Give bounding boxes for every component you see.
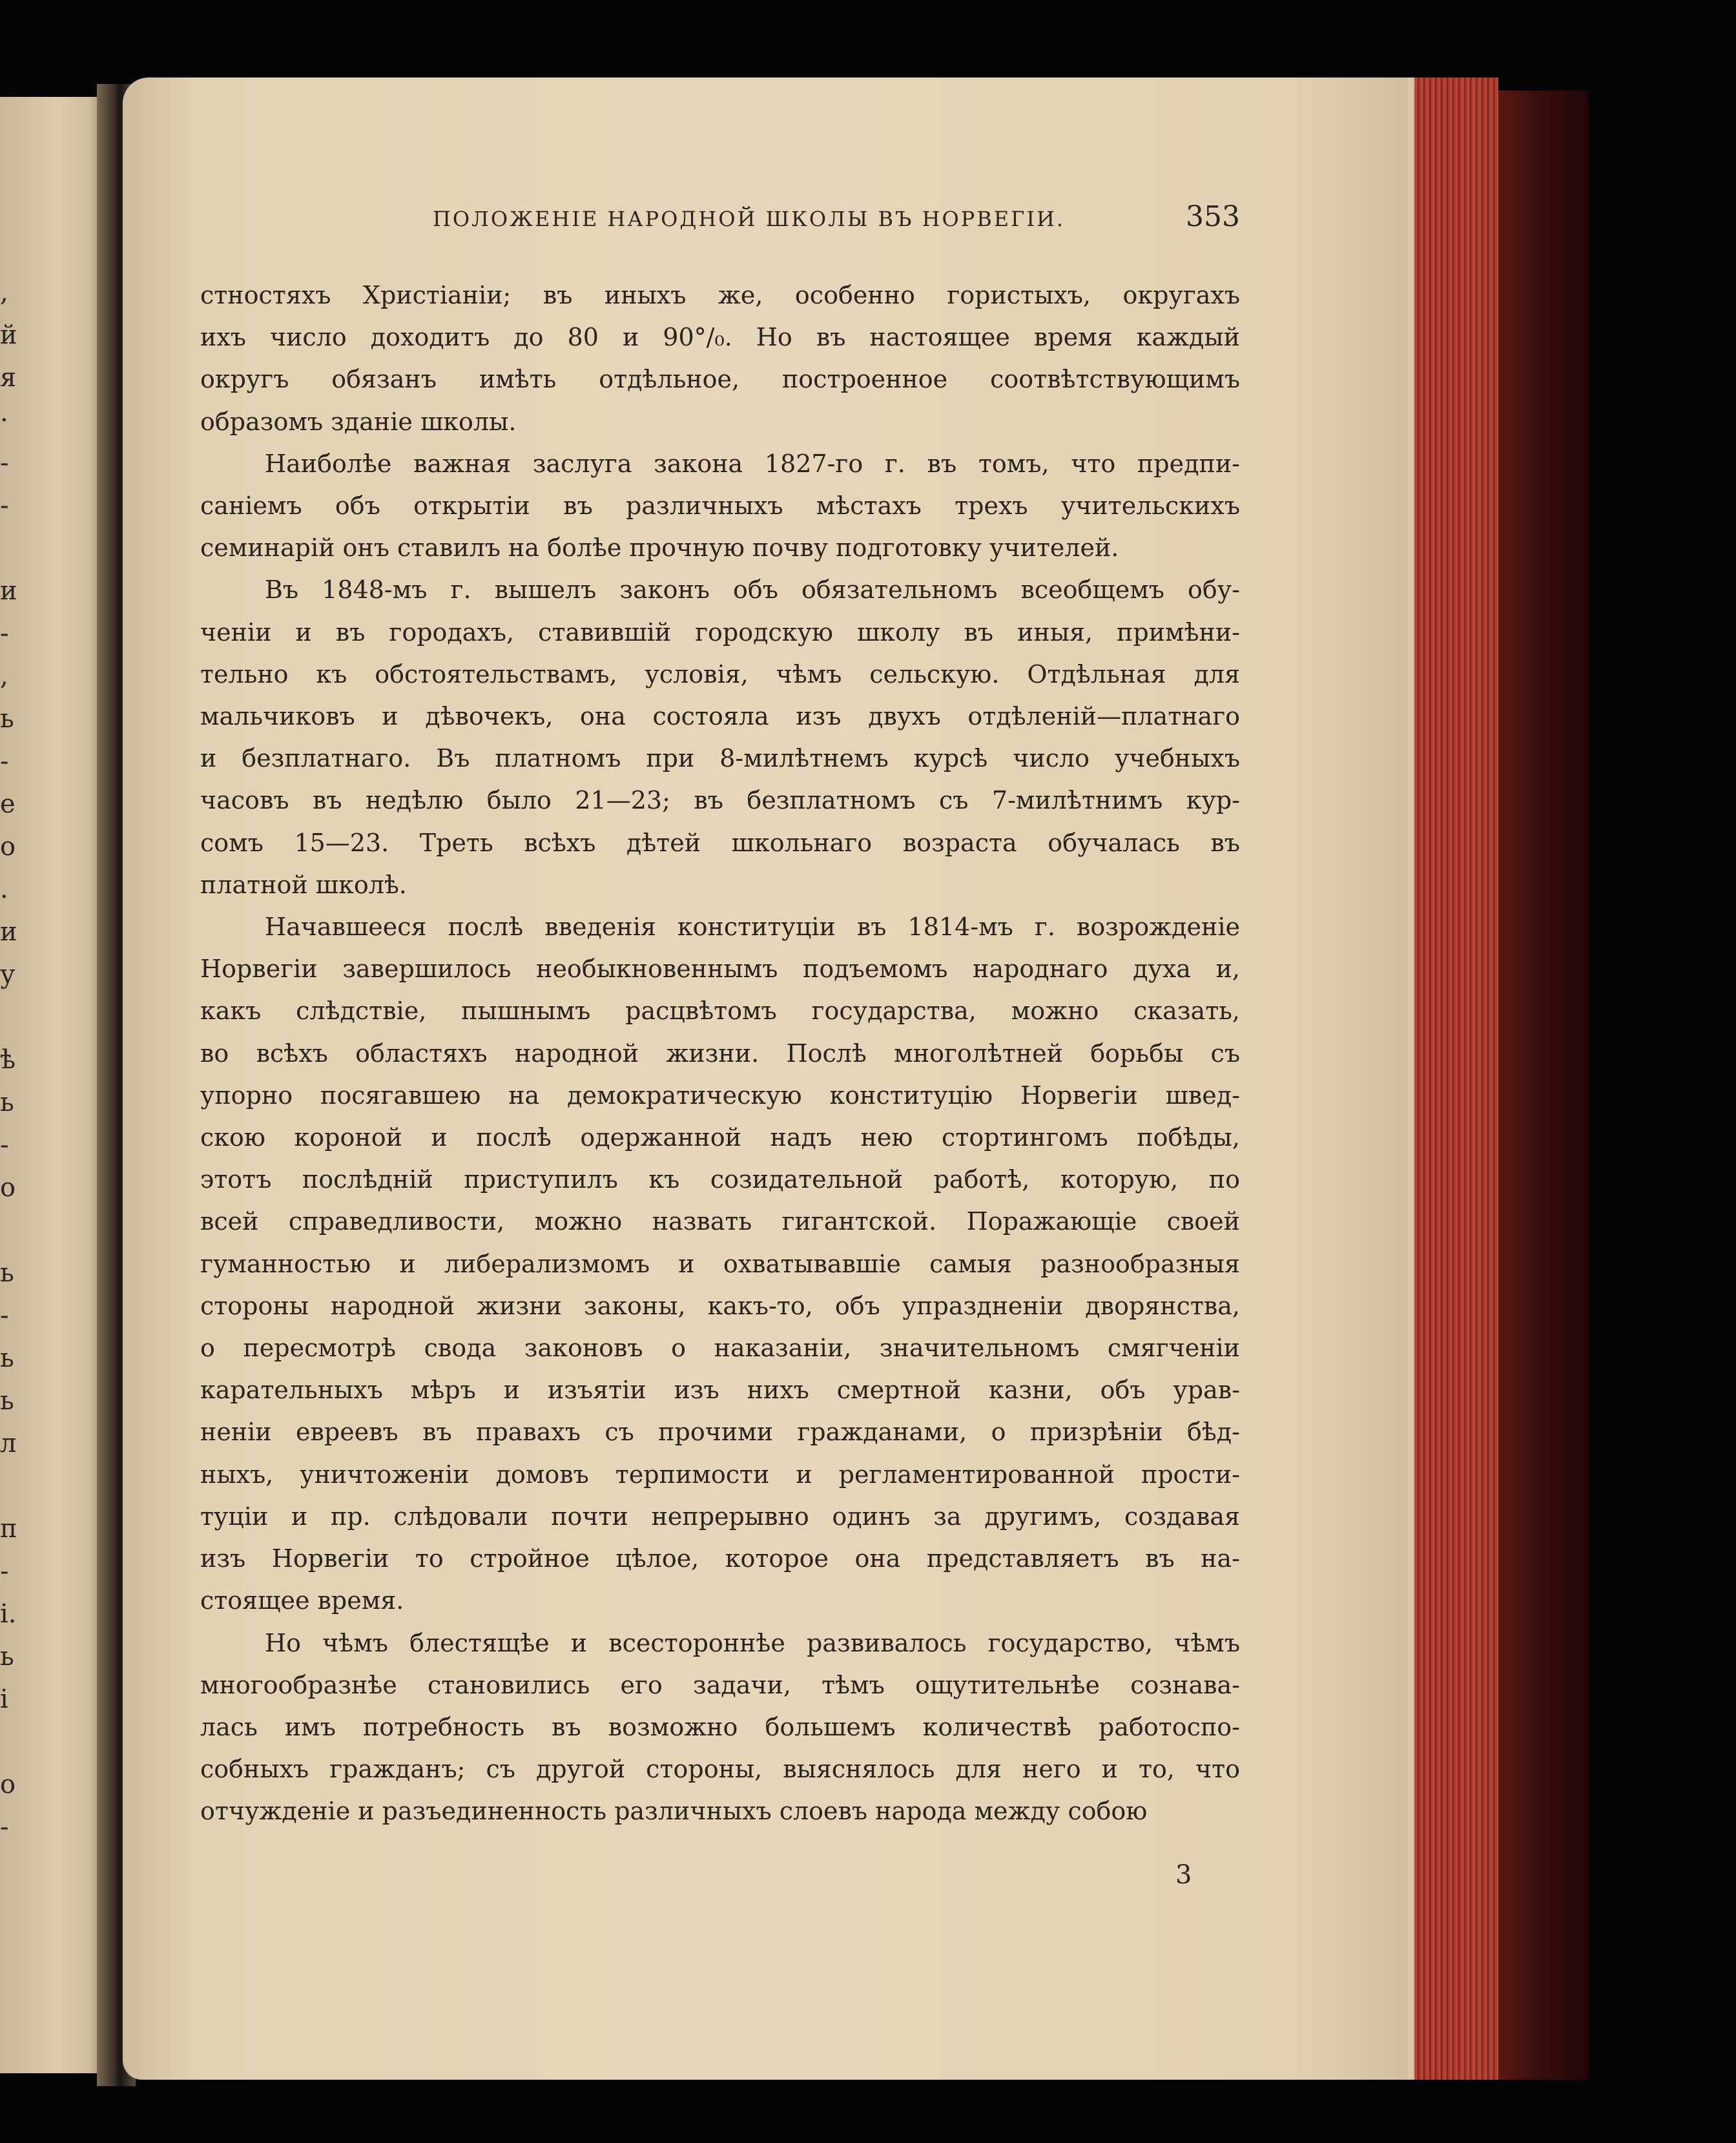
- previous-page-char: -: [0, 448, 9, 478]
- previous-page-char: -: [0, 1812, 9, 1842]
- text-line: Въ 1848-мъ г. вышелъ законъ объ обязательномъ всеобщемъ обу-: [265, 575, 1240, 605]
- paragraph: [200, 569, 1240, 906]
- previous-page-char: ь: [0, 1088, 14, 1117]
- page-fore-edge: [1414, 78, 1498, 2080]
- previous-page-char: [0, 996, 22, 1039]
- previous-page-char: я: [0, 363, 17, 393]
- text-line: стоящее время.: [200, 1586, 404, 1615]
- previous-page-char: -: [0, 1557, 9, 1586]
- text-line: гуманностью и либерализмомъ и охватывавшіе самыя разнообразныя: [200, 1249, 1240, 1278]
- text-line: отчужденіе и разъединенность различныхъ слоевъ народа между собою: [200, 1797, 1148, 1826]
- previous-page-char: ь: [0, 1642, 14, 1672]
- previous-page-char: ь: [0, 1386, 14, 1416]
- text-line: всей справедливости, можно назвать гигантской. Поражающіе своей: [200, 1207, 1240, 1236]
- previous-page: [0, 97, 103, 2073]
- previous-page-char: -: [0, 619, 9, 648]
- text-line: мальчиковъ и дѣвочекъ, она состояла изъ двухъ отдѣленій—платнаго: [200, 702, 1240, 731]
- text-line: какъ слѣдствіе, пышнымъ расцвѣтомъ государства, можно сказать,: [200, 997, 1240, 1026]
- text-line: стностяхъ Христіаніи; въ иныхъ же, особенно гористыхъ, округахъ: [200, 281, 1240, 309]
- text-line: саніемъ объ открытіи въ различныхъ мѣстахъ трехъ учительскихъ: [200, 492, 1240, 521]
- previous-page-char: [0, 527, 22, 570]
- text-line: округъ обязанъ имѣть отдѣльное, построенное соотвѣтствующимъ: [200, 365, 1240, 394]
- text-line: платной школѣ.: [200, 870, 407, 899]
- text-line: стороны народной жизни законы, какъ-то, объ упраздненіи дворянства,: [200, 1291, 1240, 1320]
- text-line: во всѣхъ областяхъ народной жизни. Послѣ многолѣтней борьбы съ: [200, 1039, 1240, 1068]
- paragraph: [200, 274, 1240, 443]
- text-line: Начавшееся послѣ введенія конституціи въ 1814-мъ г. возрожденіе: [265, 913, 1240, 942]
- text-line: Но чѣмъ блестящѣе и всестороннѣе развивалось государство, чѣмъ: [265, 1628, 1240, 1657]
- signature-mark: 3: [1175, 1860, 1192, 1890]
- text-line: лась имъ потребность въ возможно большемъ количествѣ работоспо-: [200, 1712, 1240, 1741]
- previous-page-char: [0, 1209, 22, 1252]
- text-line: собныхъ гражданъ; съ другой стороны, выяснялось для него и то, что: [200, 1755, 1240, 1784]
- text-line: упорно посягавшею на демократическую конституцію Норвегіи швед-: [200, 1081, 1240, 1110]
- text-line: этотъ послѣдній приступилъ къ созидательной работѣ, которую, по: [200, 1165, 1240, 1194]
- previous-page-char: [0, 1721, 22, 1763]
- paragraph: [200, 906, 1240, 1622]
- text-line: и безплатнаго. Въ платномъ при 8-милѣтнемъ курсѣ число учебныхъ: [200, 744, 1240, 773]
- text-line: о пересмотрѣ свода законовъ о наказаніи, значительномъ смягченіи: [200, 1334, 1240, 1363]
- text-line: туціи и пр. слѣдовали почти непрерывно одинъ за другимъ, создавая: [200, 1502, 1240, 1531]
- previous-page-char: и: [0, 917, 17, 947]
- text-line: тельно къ обстоятельствамъ, условія, чѣмъ сельскую. Отдѣльная для: [200, 659, 1240, 688]
- previous-page-char: -: [0, 747, 9, 776]
- text-line: ныхъ, уничтоженіи домовъ терпимости и регламентированной прости-: [200, 1460, 1240, 1489]
- text-line: карательныхъ мѣръ и изъятіи изъ нихъ смертной казни, объ урав-: [200, 1376, 1240, 1405]
- previous-page-char: ·: [0, 406, 8, 435]
- running-header: [200, 200, 1240, 245]
- previous-page-char: ь: [0, 1258, 14, 1288]
- previous-page-char: -: [0, 1301, 9, 1330]
- previous-page-char: -: [0, 1130, 9, 1160]
- previous-page-char: і: [0, 1684, 8, 1714]
- text-line: ченіи и въ городахъ, ставившій городскую школу въ иныя, примѣни-: [200, 617, 1240, 647]
- paragraph: [200, 1622, 1240, 1833]
- previous-page-char: у: [0, 960, 16, 989]
- page-number: 353: [1186, 200, 1240, 233]
- previous-page-char: о: [0, 832, 16, 862]
- previous-page-char: о: [0, 1173, 16, 1203]
- previous-page-char: и: [0, 576, 17, 606]
- previous-page-char: й: [0, 320, 17, 350]
- previous-page-char: ,: [0, 661, 8, 691]
- previous-page-char: -: [0, 491, 9, 521]
- previous-page-char: [0, 1465, 22, 1507]
- text-line: Норвегіи завершилось необыкновеннымъ подъемомъ народнаго духа и,: [200, 955, 1240, 984]
- text-line: неніи евреевъ въ правахъ съ прочими гражданами, о призрѣніи бѣд-: [200, 1418, 1240, 1447]
- text-line: часовъ въ недѣлю было 21—23; въ безплатномъ съ 7-милѣтнимъ кур-: [200, 786, 1240, 815]
- text-line: образомъ зданіе школы.: [200, 407, 517, 436]
- book-cover: [1498, 90, 1589, 2080]
- text-line: многообразнѣе становились его задачи, тѣмъ ощутительнѣе сознава-: [200, 1670, 1240, 1699]
- previous-page-char: ѣ: [0, 1045, 16, 1075]
- previous-page-char: ь: [0, 1343, 14, 1373]
- previous-page-char: е: [0, 789, 16, 819]
- text-line: семинарій онъ ставилъ на болѣе прочную почву подготовку учителей.: [200, 533, 1119, 563]
- text-line: сомъ 15—23. Треть всѣхъ дѣтей школьнаго возраста обучалась въ: [200, 828, 1240, 857]
- previous-page-char: .: [0, 875, 8, 904]
- paragraph: [200, 443, 1240, 570]
- previous-page-char: ь: [0, 704, 14, 734]
- previous-page-char: ,: [0, 278, 8, 307]
- page-body-text: [200, 274, 1240, 1833]
- previous-page-char: і.: [0, 1599, 17, 1629]
- running-title: ПОЛОЖЕНІЕ НАРОДНОЙ ШКОЛЫ ВЪ НОРВЕГІИ.: [433, 207, 1066, 231]
- text-line: скою короной и послѣ одержанной надъ нею стортингомъ побѣды,: [200, 1123, 1240, 1152]
- text-line: ихъ число доходитъ до 80 и 90°/₀. Но въ настоящее время каждый: [200, 323, 1240, 352]
- previous-page-char: о: [0, 1770, 16, 1799]
- previous-page-char: л: [0, 1429, 17, 1458]
- previous-page-char: п: [0, 1514, 17, 1544]
- text-line: изъ Норвегіи то стройное цѣлое, которое она представляетъ въ на-: [200, 1544, 1240, 1573]
- text-line: Наиболѣе важная заслуга закона 1827-го г. въ томъ, что предпи-: [265, 449, 1240, 478]
- previous-page-text-edge: [0, 271, 22, 1848]
